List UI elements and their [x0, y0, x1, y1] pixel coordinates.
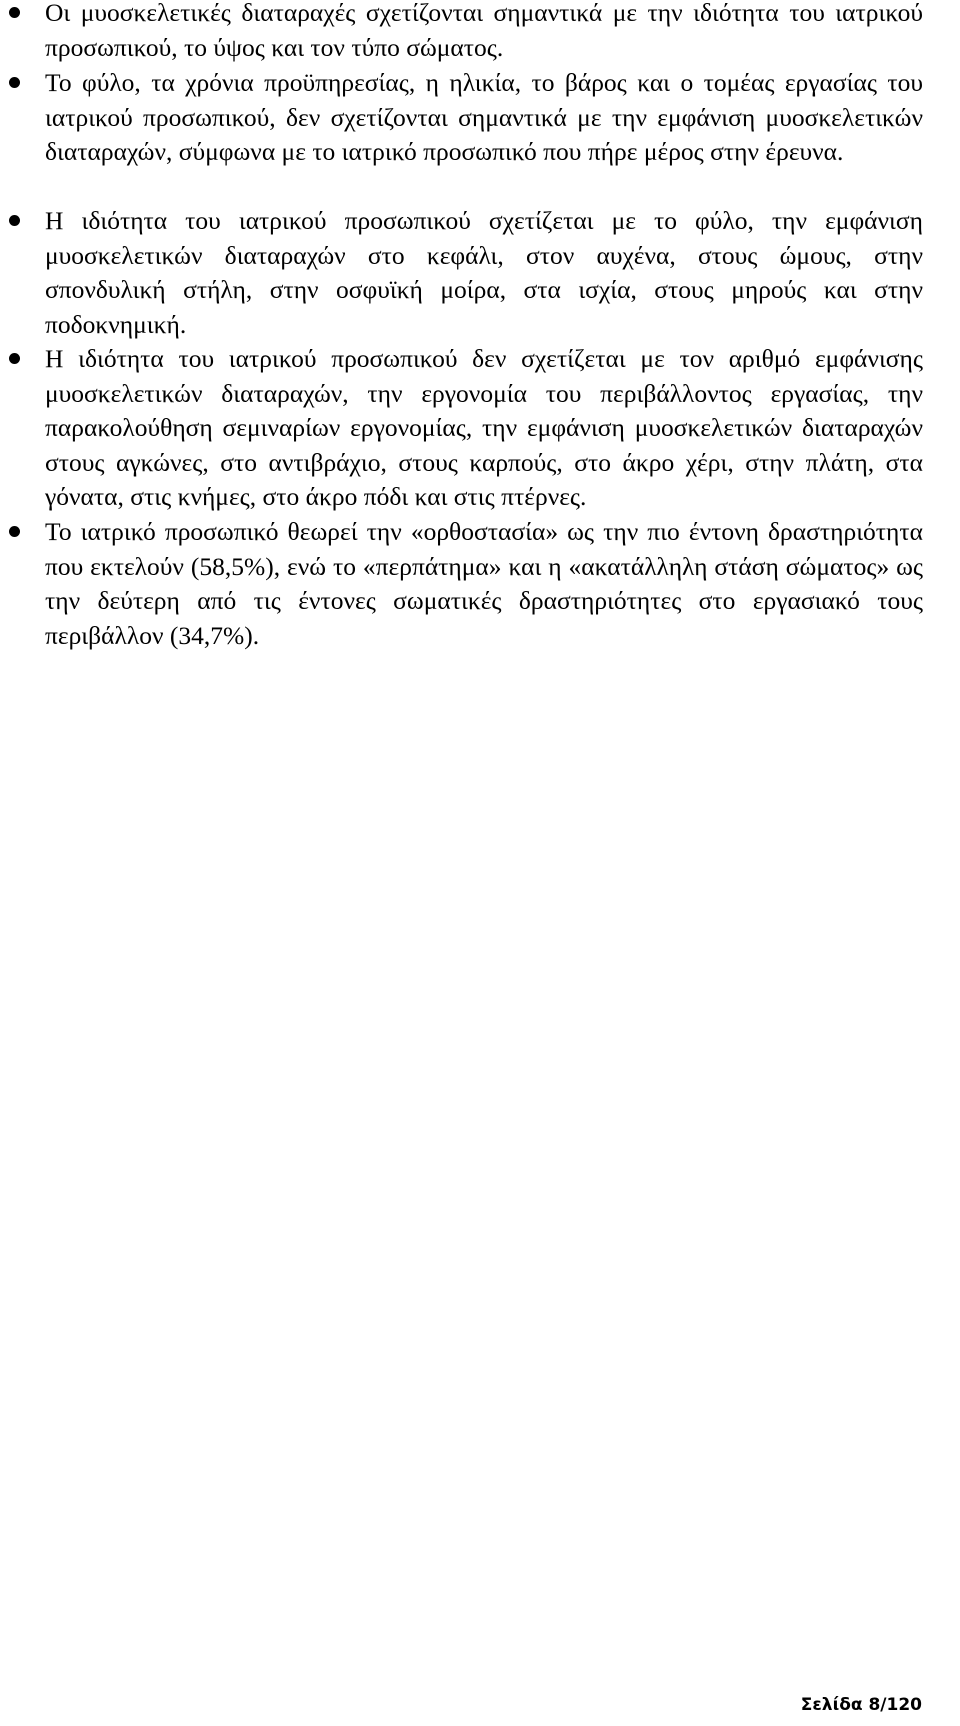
bullet-dot-icon — [9, 215, 20, 226]
bullet-text: Οι μυοσκελετικές διαταραχές σχετίζονται σημαντικά με την ιδιότητα του ιατρικού προσωπικού, το ύψος και τον τύπο σώματος. — [45, 0, 923, 62]
bullet-text: Το φύλο, τα χρόνια προϋπηρεσίας, η ηλικία, το βάρος και ο τομέας εργασίας του ιατρικού προσωπικού, δεν σχετίζονται σημαντικά με την εμφάνιση μυοσκελετικών διαταραχών, σύμφωνα με το ιατρικό προσωπικό που πήρε μέρος στην έρευνα. — [45, 68, 923, 166]
bullet-item — [45, 515, 923, 653]
bullet-text: Το ιατρικό προσωπικό θεωρεί την «ορθοστασία» ως την πιο έντονη δραστηριότητα που εκτελούν (58,5%), ενώ το «περπάτημα» και η «ακατάλληλη στάση σώματος» ως την δεύτερη από τις έντονες σωματικές δραστηριότητες στο εργασιακό τους περιβάλλον (34,7%). — [45, 517, 923, 650]
bullet-dot-icon — [9, 7, 20, 18]
bullet-text: Η ιδιότητα του ιατρικού προσωπικού σχετίζεται με το φύλο, την εμφάνιση μυοσκελετικών διαταραχών στο κεφάλι, στον αυχένα, στους ώμους, στην σπονδυλική στήλη, στην οσφυϊκή μοίρα, στα ισχία, στους μηρούς και στην ποδοκνημική. — [45, 206, 923, 339]
bullet-item — [45, 204, 923, 342]
bullet-item — [45, 342, 923, 515]
bullet-item — [45, 66, 923, 170]
page-number: Σελίδα 8/120 — [800, 1695, 922, 1715]
bullet-item — [45, 0, 923, 65]
bullet-text: Η ιδιότητα του ιατρικού προσωπικού δεν σχετίζεται με τον αριθμό εμφάνισης μυοσκελετικών διαταραχών, την εργονομία του περιβάλλοντος εργασίας, την παρακολούθηση σεμιναρίων εργονομίας, την εμφάνιση μυοσκελετικών διαταραχών στους αγκώνες, στο αντιβράχιο, στους καρπούς, στο άκρο χέρι, στην πλάτη, στα γόνατα, στις κνήμες, στο άκρο πόδι και στις πτέρνες. — [45, 344, 923, 511]
bullet-dot-icon — [9, 77, 20, 88]
bullet-dot-icon — [9, 353, 20, 364]
bullet-dot-icon — [9, 526, 20, 537]
